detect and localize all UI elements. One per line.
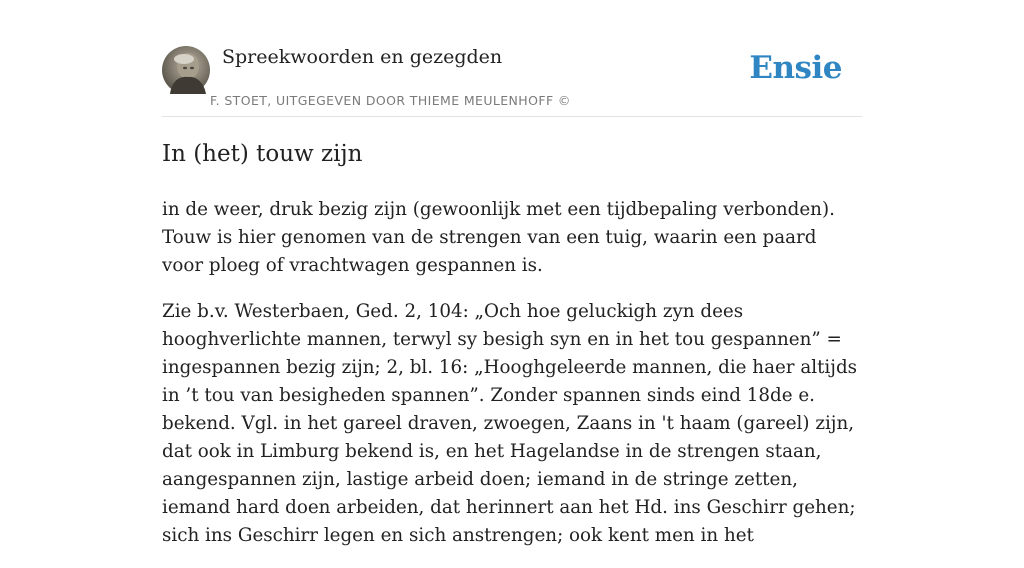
author-avatar[interactable] — [162, 46, 210, 94]
ensie-logo[interactable]: Ensie — [749, 50, 842, 86]
entry-title: In (het) touw zijn — [162, 141, 363, 167]
entry-paragraph: in de weer, druk bezig zijn (gewoonlijk met een tijdbepaling verbonden). Touw is hier genomen van de strengen van een tuig, waarin een paard voor ploeg of vrachtwagen gespannen is. — [162, 199, 835, 276]
book-author-publisher: F. STOET, UITGEGEVEN DOOR THIEME MEULENHOFF © — [210, 93, 571, 108]
entry-paragraph: Zie b.v. Westerbaen, Ged. 2, 104: „Och hoe geluckigh zyn dees hooghverlichte mannen, terwyl sy besigh syn en in het tou gespannen” = ingespannen bezig zijn; 2, bl. 16: „Hooghgeleerde mannen, die haer altijds in ’t tou van besigheden spannen”. Zonder spannen sinds eind 18de e. bekend. Vgl. in het gareel draven, zwoegen, Zaans in 't haam (gareel) zijn, dat ook in Limburg bekend is, en het Hagelandse in de strengen staan, aangespannen zijn, lastige arbeid doen; iemand in de stringe zetten, iemand hard doen arbeiden, dat herinnert aan het Hd. ins Geschirr gehen; sich ins Geschirr legen en sich anstrengen; ook kent men in het — [162, 301, 858, 546]
source-header — [162, 46, 862, 117]
book-title[interactable]: Spreekwoorden en gezegden — [222, 46, 503, 68]
portrait-image — [162, 46, 210, 94]
entry-content — [162, 138, 862, 568]
